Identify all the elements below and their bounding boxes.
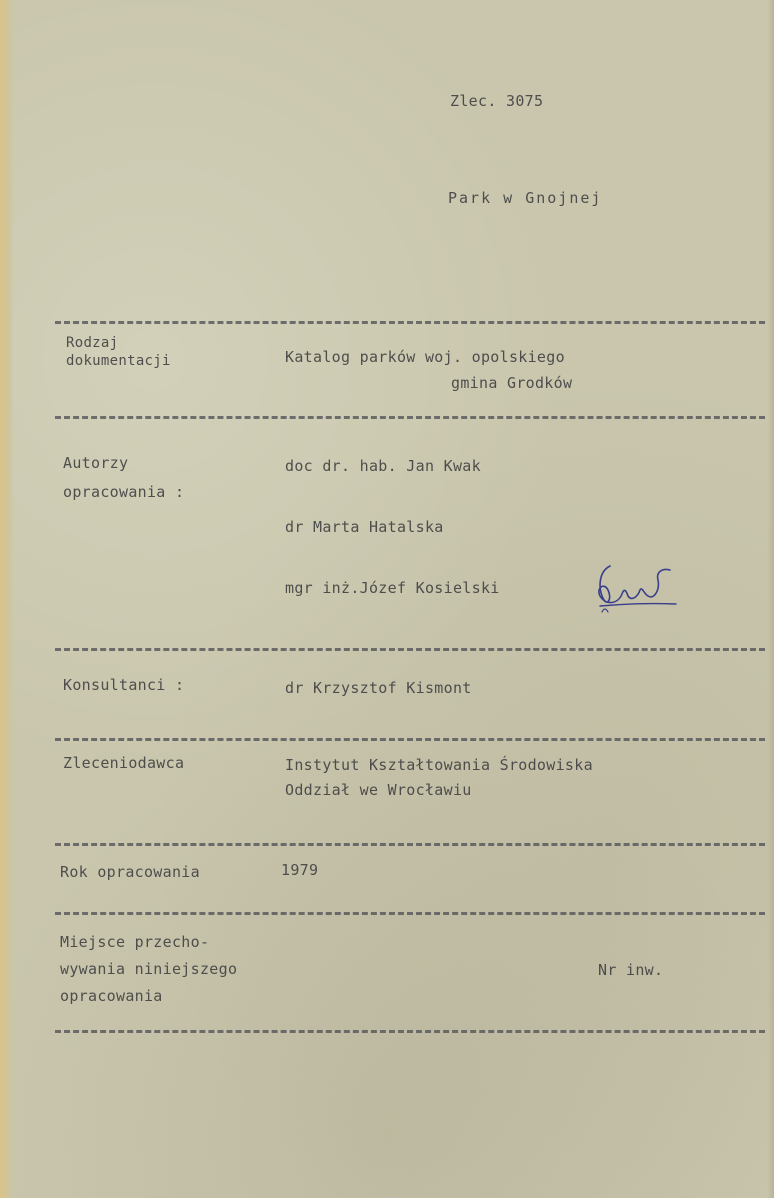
divider: [55, 321, 765, 324]
value-year: 1979: [281, 861, 319, 879]
divider: [55, 1030, 765, 1033]
divider: [55, 843, 765, 846]
label-documentation-type-2: dokumentacji: [66, 353, 171, 369]
label-consultants: Konsultanci :: [63, 676, 185, 694]
label-documentation-type-1: Rodzaj: [66, 335, 119, 351]
label-commissioner: Zleceniodawca: [63, 754, 185, 772]
label-year: Rok opracowania: [60, 863, 200, 881]
label-storage-3: opracowania: [60, 987, 163, 1005]
divider: [55, 416, 765, 419]
value-commissioner-2: Oddział we Wrocławiu: [285, 781, 472, 799]
label-authors-1: Autorzy: [63, 454, 129, 472]
inventory-number-label: Nr inw.: [598, 961, 664, 979]
author-2: dr Marta Hatalska: [285, 518, 444, 536]
label-storage-1: Miejsce przecho-: [60, 933, 210, 951]
label-authors-2: opracowania :: [63, 483, 185, 501]
value-documentation-type-2: gmina Grodków: [451, 374, 573, 392]
paper-right-edge: [768, 0, 774, 1198]
handwritten-signature: [592, 560, 684, 616]
divider: [55, 648, 765, 651]
author-1: doc dr. hab. Jan Kwak: [285, 457, 481, 475]
author-3: mgr inż.Józef Kosielski: [285, 579, 500, 597]
value-documentation-type-1: Katalog parków woj. opolskiego: [285, 348, 565, 366]
order-number: Zlec. 3075: [450, 92, 544, 110]
paper-left-edge: [0, 0, 14, 1198]
divider: [55, 912, 765, 915]
value-commissioner-1: Instytut Kształtowania Środowiska: [285, 756, 593, 774]
value-consultants: dr Krzysztof Kismont: [285, 679, 472, 697]
divider: [55, 738, 765, 741]
label-storage-2: wywania niniejszego: [60, 960, 238, 978]
document-title: Park w Gnojnej: [448, 189, 603, 207]
